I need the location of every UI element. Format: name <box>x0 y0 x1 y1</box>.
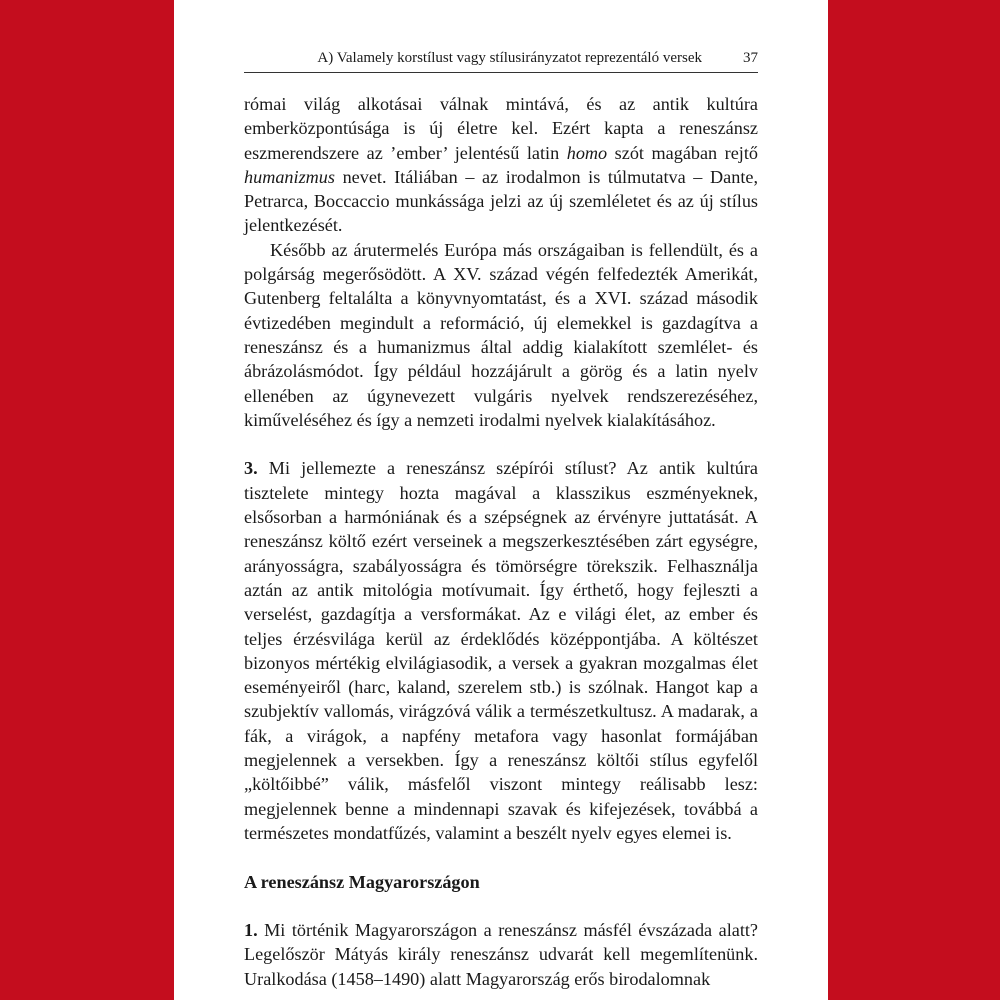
paragraph-1-text-c: nevet. Itáliában – az irodalmon is túlmutatva – Dante, Petrarca, Boccaccio munkássága jelzi az új szemléletet és az új stílus jelentkezését. <box>244 166 758 236</box>
book-page <box>174 0 828 1000</box>
paragraph-4 <box>244 918 758 991</box>
paragraph-4-text: Mi történik Magyarországon a reneszánsz másfél évszázada alatt? Legelőször Mátyás király reneszánsz udvarát kell megemlítenünk. Uralkodása (1458–1490) alatt Magyarország erős birodalomnak <box>244 920 758 989</box>
point-number-1: 1. <box>244 920 258 941</box>
paragraph-1-text-b: szót magában rejtő <box>607 142 758 163</box>
term-homo: homo <box>566 142 608 163</box>
paragraph-2: Később az árutermelés Európa más országaiban is fellendült, és a polgárság megerősödött. A XV. század végén felfedezték Amerikát, Gutenberg feltalálta a könyvnyomtatást, és a XVI. század második évtizedében megindult a reformáció, új elemekkel is gazdagítva a reneszánsz és a humanizmus által addig kialakított szemlélet- és ábrázolásmódot. Így például hozzájárult a görög és a latin nyelv ellenében az úgynevezett vulgáris nyelvek rendszerezéséhez, kiműveléséhez és így a nemzeti irodalmi nyelvek kialakításához. <box>244 239 758 430</box>
paragraph-1 <box>244 92 758 238</box>
paragraph-1-text-a: római világ alkotásai válnak mintává, és az antik kultúra emberközpontúsága is új életre kel. Ezért kapta a reneszánsz eszmerendszere az ’ember’ jelentésű latin <box>244 94 758 163</box>
paragraph-3 <box>244 456 758 845</box>
point-number-3: 3. <box>244 458 258 479</box>
section-heading: A reneszánsz Magyarországon <box>244 871 480 892</box>
body-text <box>244 92 758 991</box>
paragraph-3-text: Mi jellemezte a reneszánsz szépírói stílust? Az antik kultúra tisztelete mintegy hozta magával a klasszikus eszményeknek, elsősorban a harmóniának és a szépségnek az érvényre juttatását. A reneszánsz költő ezért verseinek a megszerkesztésében zárt egységre, arányosságra, szabályosságra és tömörségre törekszik. Felhasználja aztán az antik mitológia motívumait. Így érthető, hogy fejleszti a verselést, gazdagítja a versformákat. Az e világi élet, az ember és teljes érzésvilága kerül az érdeklődés középpontjába. A költészet bizonyos mértékig elvilágiasodik, a versek a gyakran mozgalmas élet eseményeiről (harc, kaland, szerelem stb.) is szólnak. Hangot kap a szubjektív vallomás, virágzóvá válik a természetkultusz. A madarak, a fák, a virágok, a napfény metafora vagy hasonlat formájában megjelennek a versekben. Így a reneszánsz költői stílus egyfelől „költőibbé” válik, másfelől viszont mintegy reálisabb lesz: megjelennek benne a mindennapi szavak és kifejezések, továbbá a természetes mondatfűzés, valamint a beszélt nyelv egyes elemei is. <box>244 458 758 843</box>
running-title: A) Valamely korstílust vagy stílusirányzatot reprezentáló versek <box>317 50 702 66</box>
term-humanizmus: humanizmus <box>244 166 335 187</box>
running-header <box>244 50 758 73</box>
page-number: 37 <box>743 50 758 66</box>
